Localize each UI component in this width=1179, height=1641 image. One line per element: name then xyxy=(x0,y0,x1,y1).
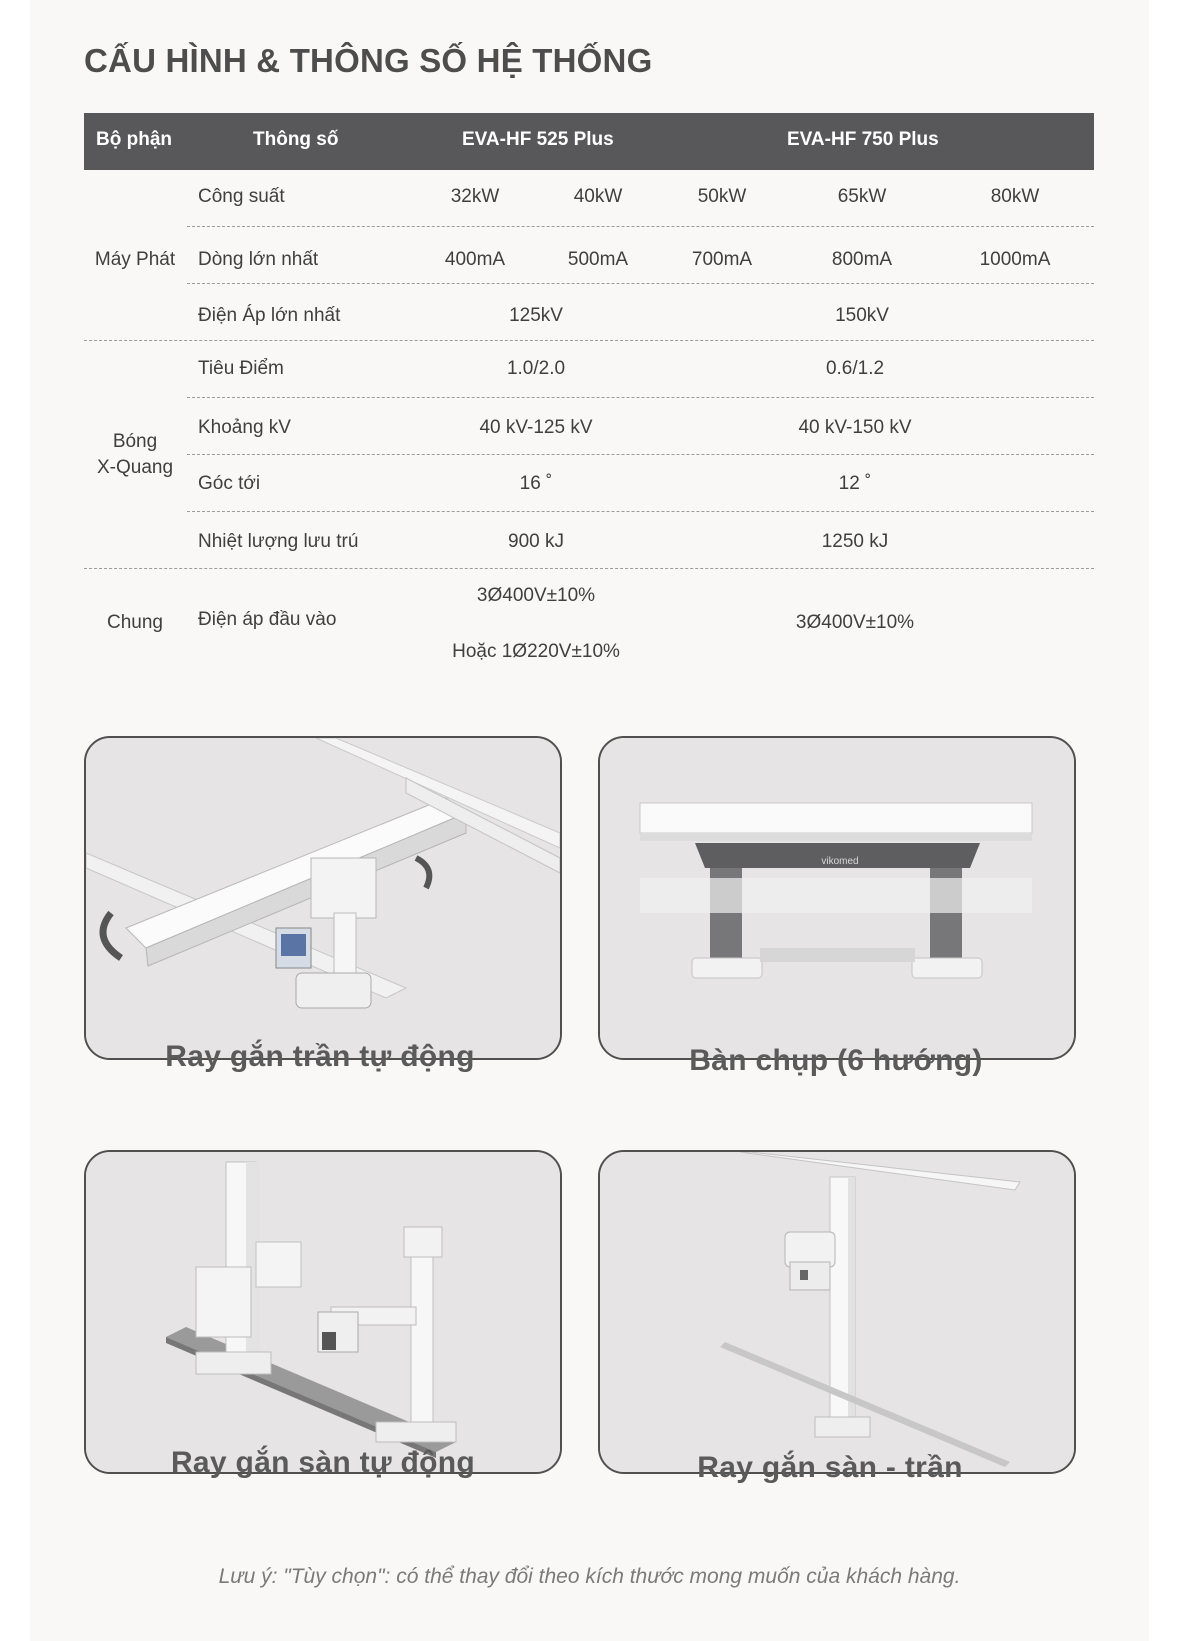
table-cell: 1000mA xyxy=(979,249,1051,270)
caption-floor-rail: Ray gắn sàn tự động xyxy=(170,1446,476,1479)
table-cell: 900 kJ xyxy=(508,531,564,552)
product-image-ceiling-rail xyxy=(84,736,562,1060)
row-label-voltage: Điện Áp lớn nhất xyxy=(198,305,341,326)
product-image-floor-ceiling-rail xyxy=(598,1150,1076,1474)
row-label-kv-range: Khoảng kV xyxy=(198,417,291,438)
group-general: Chung xyxy=(107,612,163,633)
brand-logo-text: vikomed xyxy=(821,856,859,867)
row-divider xyxy=(187,226,1094,227)
caption-ceiling-rail: Ray gắn trần tự động xyxy=(165,1040,475,1073)
table-cell: 125kV xyxy=(509,305,563,326)
table-cell: 65kW xyxy=(837,186,887,207)
table-cell: 40 kV-150 kV xyxy=(798,417,912,438)
table-cell: 500mA xyxy=(567,249,629,270)
row-divider xyxy=(187,454,1094,455)
row-divider xyxy=(187,397,1094,398)
table-cell: 1.0/2.0 xyxy=(506,358,566,379)
table-cell: 32kW xyxy=(450,186,500,207)
header-component: Bộ phận xyxy=(96,129,172,150)
row-divider xyxy=(187,283,1094,284)
table-cell: 16 ˚ xyxy=(519,473,553,494)
group-xray-tube-line2: X-Quang xyxy=(96,457,174,478)
table-cell: 700mA xyxy=(691,249,753,270)
table-cell: 800mA xyxy=(831,249,893,270)
caption-six-way-table: Bàn chụp (6 hướng) xyxy=(689,1044,983,1077)
table-cell: 3Ø400V±10% xyxy=(476,585,596,606)
table-cell: 40 kV-125 kV xyxy=(479,417,593,438)
row-label-angle: Góc tới xyxy=(198,473,261,494)
page-title: CẤU HÌNH & THÔNG SỐ HỆ THỐNG xyxy=(84,42,653,79)
table-cell: Hoặc 1Ø220V±10% xyxy=(452,641,620,662)
row-label-heat: Nhiệt lượng lưu trú xyxy=(198,531,359,552)
row-label-power: Công suất xyxy=(198,186,285,207)
row-label-current: Dòng lớn nhất xyxy=(198,249,319,270)
caption-floor-ceiling-rail: Ray gắn sàn - trần xyxy=(697,1451,963,1484)
table-cell: 400mA xyxy=(444,249,506,270)
product-image-floor-rail xyxy=(84,1150,562,1474)
table-cell: 12 ˚ xyxy=(838,473,872,494)
table-cell: 150kV xyxy=(835,305,889,326)
header-model-525: EVA-HF 525 Plus xyxy=(462,129,614,150)
table-header xyxy=(84,113,1094,170)
table-cell: 50kW xyxy=(697,186,747,207)
table-cell: 40kW xyxy=(573,186,623,207)
product-image-six-way-table xyxy=(598,736,1076,1060)
table-cell: 0.6/1.2 xyxy=(825,358,885,379)
header-model-750: EVA-HF 750 Plus xyxy=(787,129,939,150)
row-label-input-voltage: Điện áp đầu vào xyxy=(198,609,337,630)
row-label-focus: Tiêu Điểm xyxy=(198,358,284,379)
group-xray-tube-line1: Bóng xyxy=(112,431,158,452)
footnote: Lưu ý: "Tùy chọn": có thể thay đổi theo kích thước mong muốn của khách hàng. xyxy=(218,1565,961,1588)
group-divider xyxy=(84,568,1094,569)
table-cell: 1250 kJ xyxy=(821,531,889,552)
table-cell: 80kW xyxy=(990,186,1040,207)
group-generator: Máy Phát xyxy=(94,249,176,270)
table-cell: 3Ø400V±10% xyxy=(795,612,915,633)
header-parameter: Thông số xyxy=(253,129,339,150)
group-divider xyxy=(84,340,1094,341)
row-divider xyxy=(187,511,1094,512)
